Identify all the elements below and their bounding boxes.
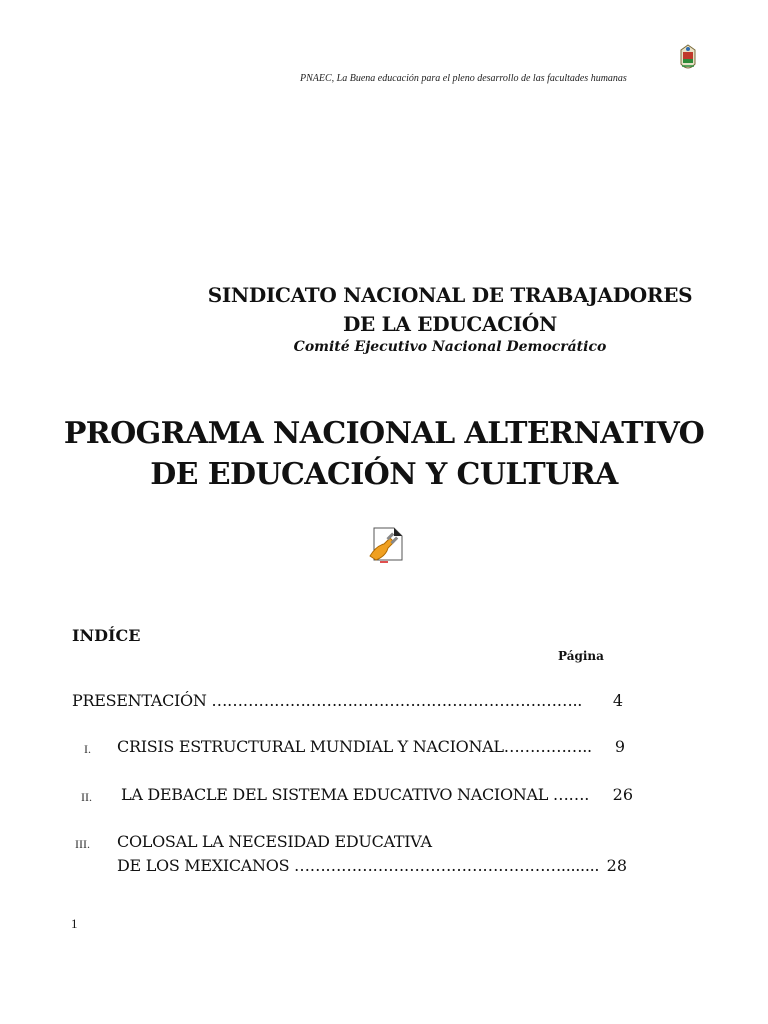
organization-title — [170, 281, 730, 339]
toc-roman-1: I. — [84, 742, 91, 756]
organization-title-line2: DE LA EDUCACIÓN — [342, 312, 558, 336]
running-header: PNAEC, La Buena educación para el pleno desarrollo de las facultades humanas — [300, 73, 627, 84]
page-number: 1 — [71, 916, 78, 931]
toc-entry-presentacion[interactable]: PRESENTACIÓN …………………………………………………………….. — [72, 691, 583, 710]
toc-entry-debacle[interactable]: LA DEBACLE DEL SISTEMA EDUCATIVO NACIONAL ……. — [121, 785, 590, 804]
page-column-label: Página — [558, 649, 604, 663]
toc-page-presentacion: 4 — [612, 691, 623, 710]
program-title-line2: DE EDUCACIÓN Y CULTURA — [150, 457, 618, 492]
toc-page-crisis: 9 — [614, 737, 625, 756]
toc-page-necesidad: 28 — [606, 856, 627, 875]
union-logo-icon — [678, 44, 698, 74]
toc-entry-necesidad-line2[interactable]: DE LOS MEXICANOS ……………………………………………........ — [117, 856, 600, 875]
toc-entry-necesidad-line1[interactable]: COLOSAL LA NECESIDAD EDUCATIVA — [117, 832, 432, 851]
toc-roman-2: II. — [81, 790, 92, 804]
toc-page-debacle: 26 — [612, 785, 633, 804]
program-title-line1: PROGRAMA NACIONAL ALTERNATIVO — [63, 416, 705, 451]
toc-entry-crisis[interactable]: CRISIS ESTRUCTURAL MUNDIAL Y NACIONAL…………….. — [117, 737, 592, 756]
organization-subtitle: Comité Ejecutivo Nacional Democrático — [293, 339, 607, 355]
index-heading: INDÍCE — [72, 626, 141, 645]
program-title — [40, 413, 728, 495]
organization-title-line1: SINDICATO NACIONAL DE TRABAJADORES — [207, 283, 693, 307]
plug-object-icon[interactable] — [366, 526, 404, 564]
toc-roman-3: III. — [75, 837, 90, 851]
